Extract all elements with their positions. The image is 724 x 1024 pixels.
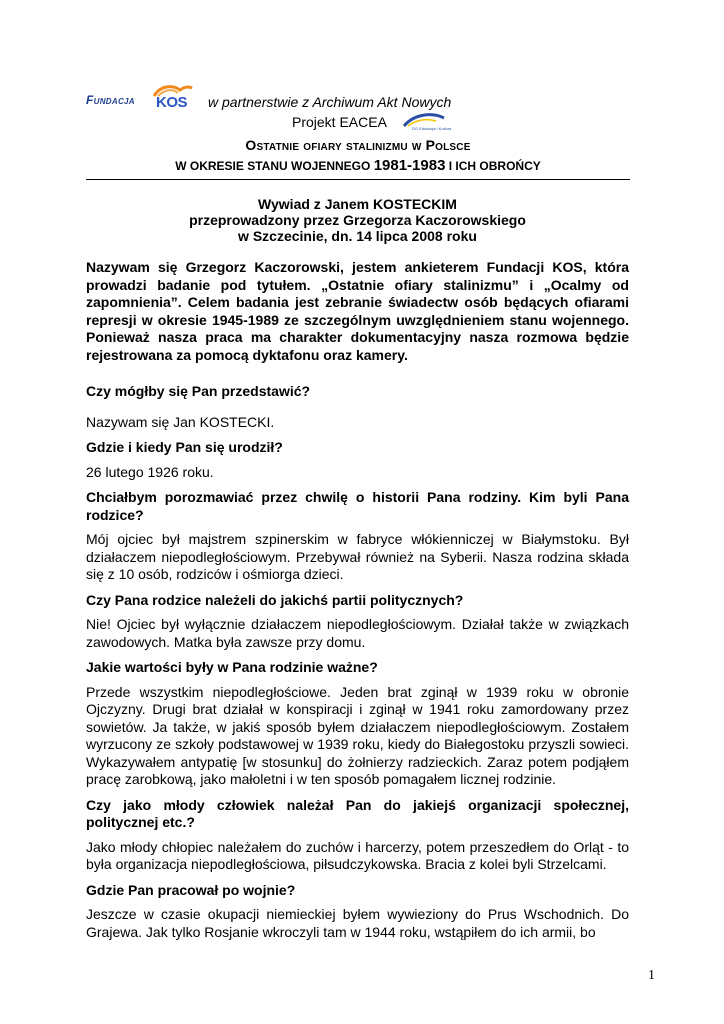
page-number: 1 (648, 968, 655, 983)
header-divider (86, 179, 630, 180)
answer-1: Nazywam się Jan KOSTECKI. (86, 413, 275, 430)
answer-7: Jeszcze w czasie okupacji niemieckiej byłem wywieziony do Prus Wschodnich. Do Grajewa. Jak tylko Rosjanie wkroczyli tam w 1944 roku, wstąpiłem do ich armii, bo (86, 906, 629, 940)
header-logo-line (86, 84, 630, 112)
project-title-line1-text: Ostatnie ofiary stalinizmu w Polsce (245, 137, 471, 153)
interview-heading-line1: Wywiad z Janem KOSTECKIM (258, 196, 457, 212)
project-title-line2 (86, 157, 630, 174)
kos-logo-label: KOS (156, 94, 188, 111)
interview-heading-line2: przeprowadzony przez Grzegorza Kaczorowskiego (189, 212, 526, 228)
eacea-logo (398, 112, 452, 136)
interview-heading-line3: w Szczecinie, dn. 14 lipca 2008 roku (238, 228, 477, 244)
question-2: Gdzie i kiedy Pan się urodził? (86, 439, 283, 455)
project-title-defenders: I ICH OBROŃCY (448, 159, 541, 173)
answer-2: 26 lutego 1926 roku. (86, 463, 214, 480)
fundacja-logo-text (86, 93, 135, 107)
question-4: Czy Pana rodzice należeli do jakichś partii politycznych? (86, 591, 464, 608)
question-3: Chciałbym porozmawiać przez chwilę o historii Pana rodziny. Kim byli Pana rodzice? (86, 489, 629, 523)
interview-intro: Nazywam się Grzegorz Kaczorowski, jestem ankieterem Fundacji KOS, która prowadzi badanie pod tytułem. „Ostatnie ofiary stalinizmu” i „Ocalmy od zapomnienia”. Celem badania jest zebranie świadectw osób będących ofiarami represji w okresie 1945-1989 ze szczególnym uwzględnieniem stanu wojennego. Ponieważ nasza praca ma charakter dokumentacyjny nasza rozmowa będzie rejestrowana za pomocą dyktafonu oraz kamery. (86, 259, 629, 363)
project-title-line1 (86, 137, 630, 153)
answer-5: Przede wszystkim niepodległościowe. Jeden brat zginął w 1939 roku w obronie Ojczyzny. Drugi brat działał w konspiracji i zginął w 1941 roku zamordowany przez sowietów. Ja także, w jakiś sposób byłem działaczem niepodległościowym. Zostałem wyrzucony ze szkoły podstawowej w 1939 roku, kiedy do Białegostoku przyszli sowieci. Wykazywałem antypatię [w stosunku] do żołnierzy radzieckich. Zaraz potem podjąłem pracę zarobkową, jako małoletni i w ten sposób pomagałem licznej rodzinie. (86, 683, 629, 787)
partner-text: w partnerstwie z Archiwum Akt Nowych (208, 94, 452, 110)
question-6: Czy jako młody człowiek należał Pan do jakiejś organizacji społecznej, politycznej etc.? (86, 796, 629, 830)
interview-body (86, 196, 629, 941)
project-title-period: W OKRESIE STANU WOJENNEGO (175, 159, 371, 173)
eacea-logo-label: DG Edukacja i Kultura (412, 126, 452, 131)
document-header (86, 84, 630, 180)
question-5: Jakie wartości były w Pana rodzinie ważne? (86, 659, 378, 675)
projekt-text: Projekt EACEA (292, 114, 387, 130)
question-1: Czy mógłby się Pan przedstawić? (86, 383, 311, 399)
fundacja-logo-label: Fundacja (86, 93, 135, 107)
answer-6: Jako młody chłopiec należałem do zuchów i harcerzy, potem przeszedłem do Orląt - to była organizacja niepodległościowa, piłsudczykowska. Bracia z kolei byli Strzelcami. (86, 838, 629, 872)
project-title-years: 1981-1983 (373, 157, 446, 174)
header-projekt-line (86, 112, 630, 134)
answer-3: Mój ojciec był majstrem szpinerskim w fabryce włókienniczej w Białymstoku. Był działaczem niepodległościowym. Przebywał również na Syberii. Nasza rodzina składa się z 10 osób, rodziców i ośmiorga dzieci. (86, 531, 629, 582)
question-7: Gdzie Pan pracował po wojnie? (86, 881, 296, 898)
answer-4: Nie! Ojciec był wyłącznie działaczem niepodległościowym. Działał także w związkach zawodowych. Matka była zawsze przy domu. (86, 616, 629, 650)
interview-heading (86, 196, 629, 244)
kos-logo (150, 84, 198, 112)
